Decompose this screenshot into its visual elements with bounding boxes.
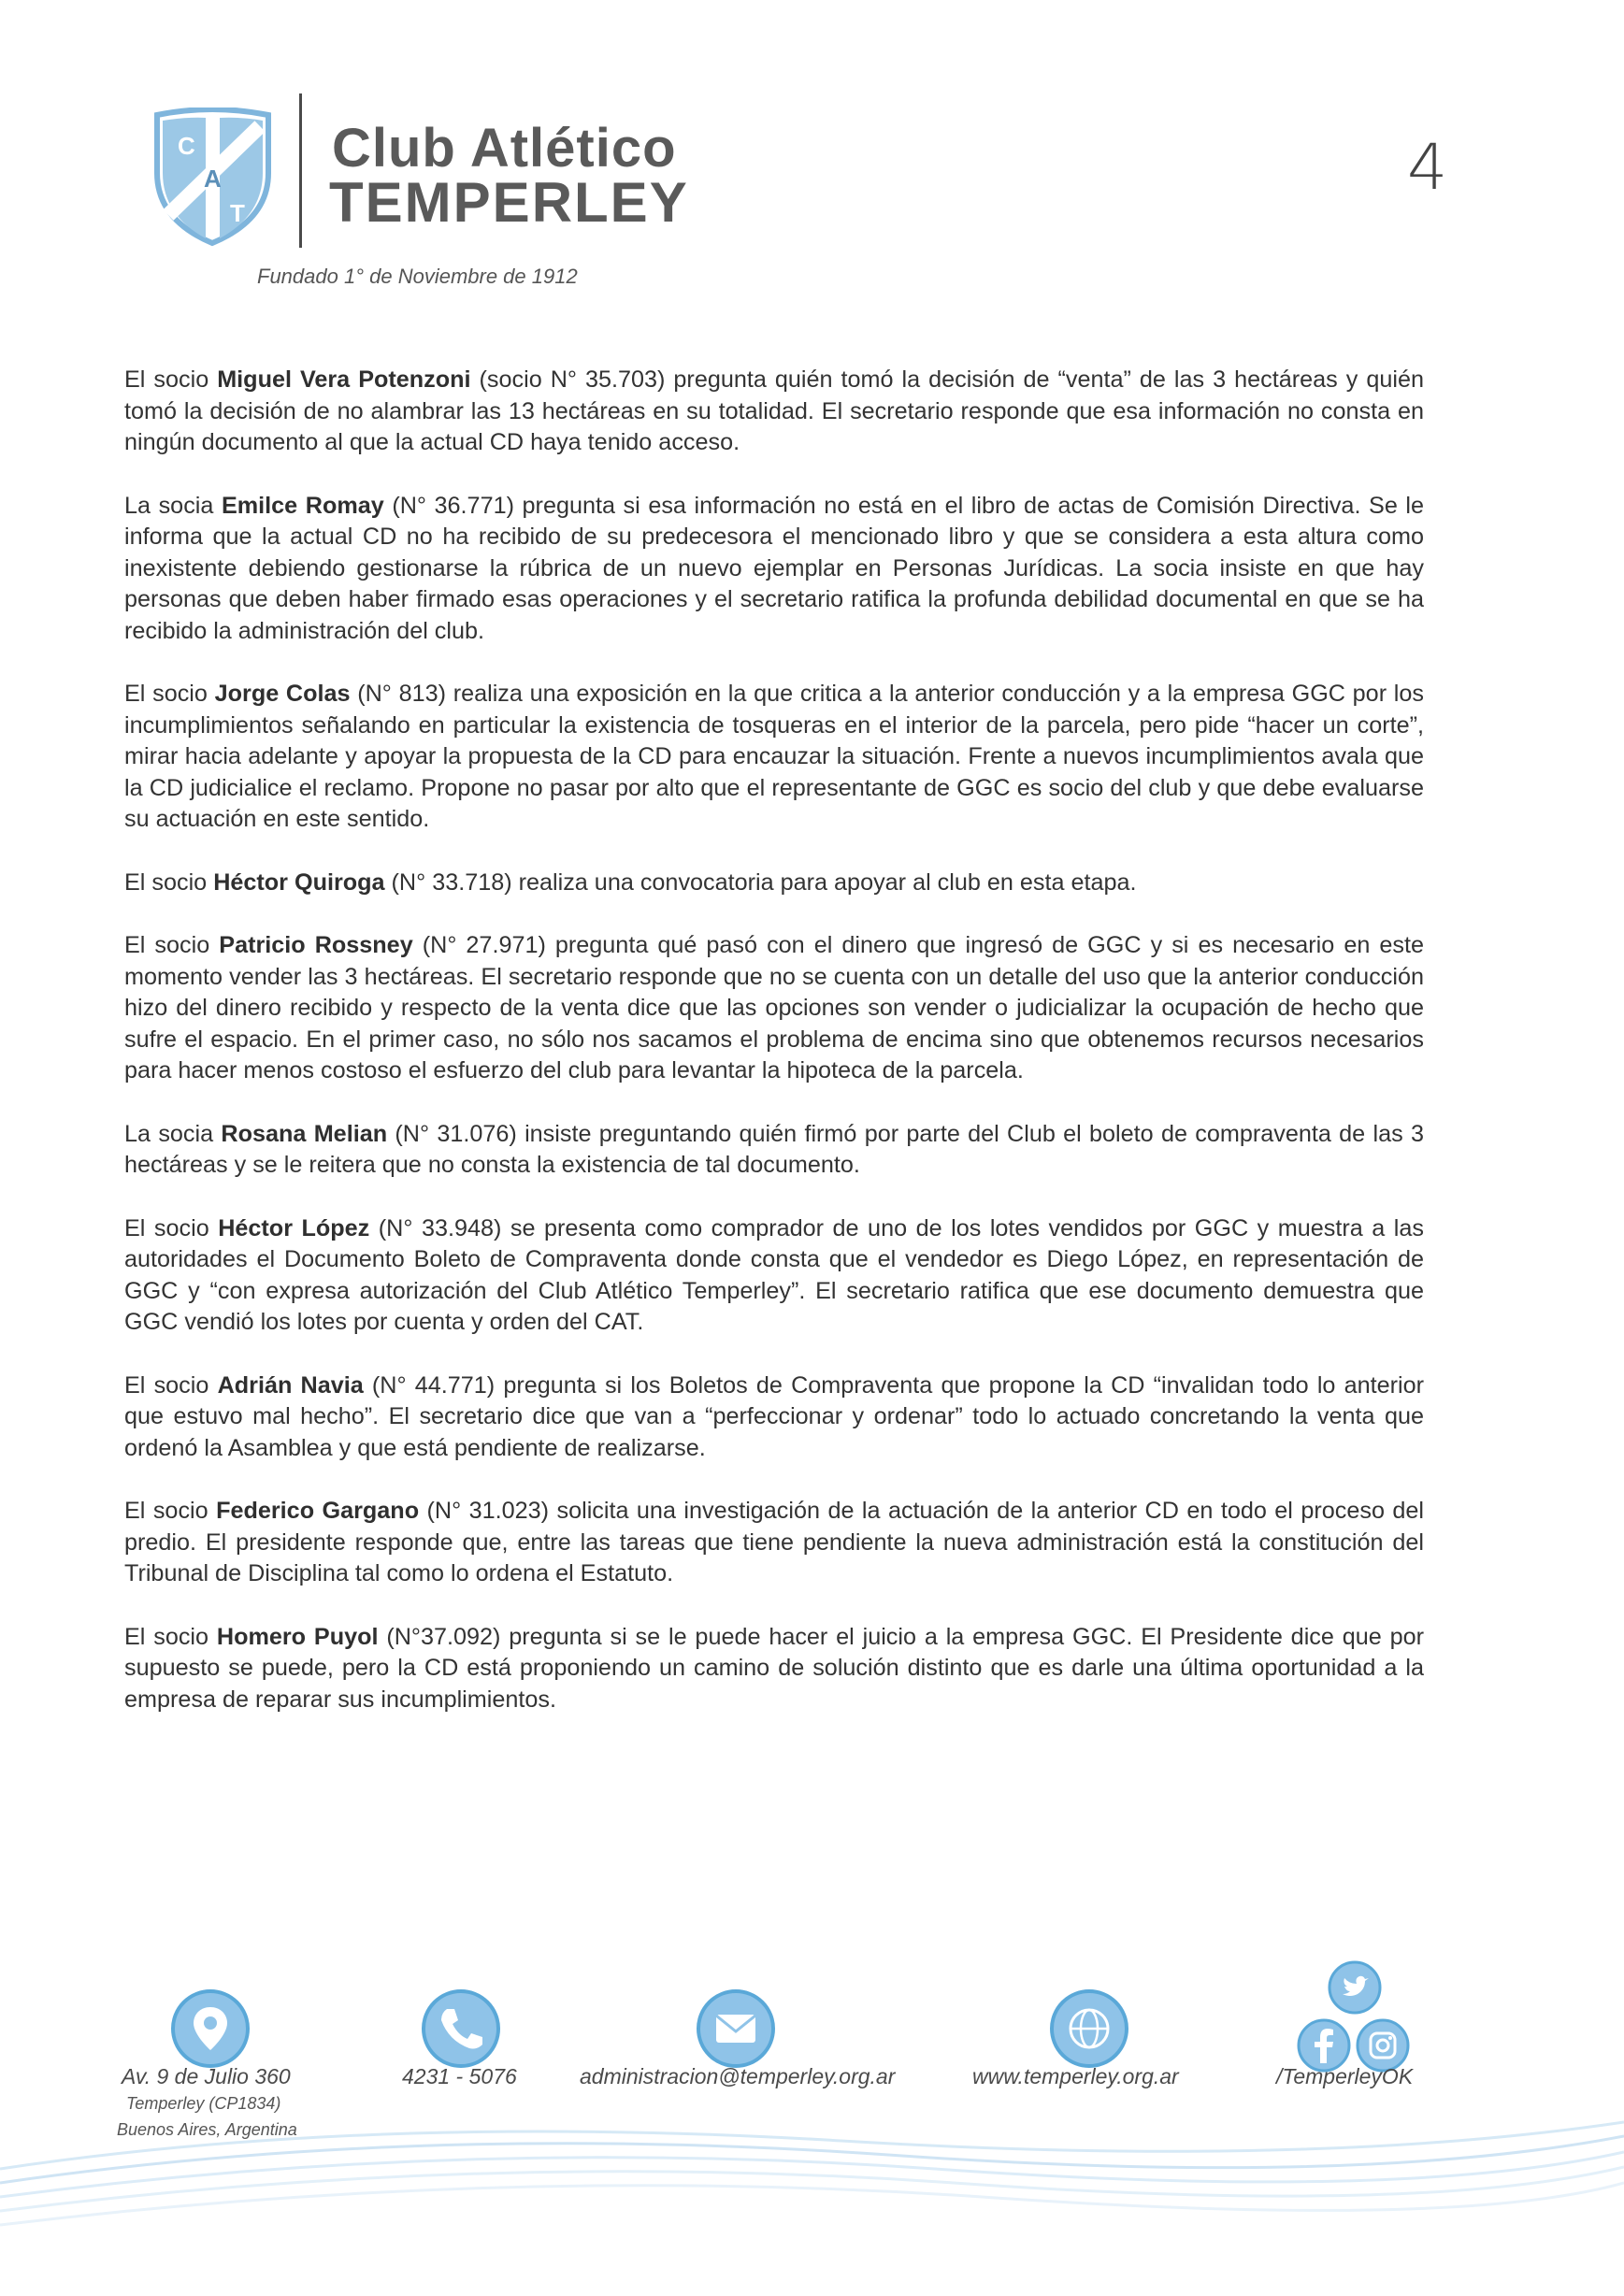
footer-phone: 4231 - 5076 [402, 2064, 517, 2088]
location-pin-icon [168, 1987, 252, 2071]
member-name: Héctor Quiroga [213, 868, 385, 896]
footer-email[interactable]: administracion@temperley.org.ar [580, 2064, 896, 2088]
logo-letter-a: A [204, 165, 222, 193]
paragraph-1 [124, 365, 1424, 459]
paragraph-text: (N°37.092) pregunta si se le puede hacer el juicio a la empresa GGC. El Presidente dice que por supuesto se puede, pero la CD está proponiendo un camino de solución distinto que es darle una última oportunidad a la empresa de reparar sus incumplimientos. [124, 1623, 1424, 1713]
paragraph-10 [124, 1622, 1424, 1716]
logo-letter-t: T [230, 199, 245, 227]
member-name: Jorge Colas [214, 681, 351, 707]
member-name: Patricio Rossney [219, 932, 413, 958]
founded-date: Fundado 1° de Noviembre de 1912 [257, 265, 578, 288]
paragraph-9 [124, 1496, 1424, 1590]
member-name: Adrián Navia [217, 1371, 364, 1399]
paragraph-3 [124, 679, 1424, 836]
footer-address-line1: Av. 9 de Julio 360 [122, 2064, 291, 2088]
paragraph-8 [124, 1370, 1424, 1465]
club-shield-logo [150, 108, 276, 248]
paragraph-text: (N° 813) realiza una exposición en la que critica a la anterior conducción y a la empresa GGC por los incumplimientos señalando en particular la existencia de tosqueras en el interior de la parcela, pero pide “hacer un corte”, mirar hacia adelante y apoyar la propuesta de la CD para encauzar la situación. Frente a nuevos incumplimientos avala que la CD judicialice el reclamo. Propone no pasar por alto que el representante de GGC es socio del club y que debe evaluarse su actuación en este sentido. [124, 681, 1424, 832]
paragraph-prefix: El socio [124, 1623, 217, 1650]
paragraph-4 [124, 868, 1424, 899]
phone-icon [419, 1987, 503, 2071]
email-envelope-icon [694, 1987, 778, 2071]
paragraph-text: (N° 33.718) realiza una convocatoria para apoyar al club en esta etapa. [384, 868, 1137, 896]
logo-letter-c: C [178, 132, 195, 160]
member-name: Héctor López [218, 1214, 370, 1241]
paragraph-5 [124, 930, 1424, 1087]
paragraph-prefix: El socio [124, 366, 218, 393]
paragraph-prefix: El socio [124, 932, 220, 958]
paragraph-text: (N° 33.948) se presenta como comprador de uno de los lotes vendidos por GGC y muestra a las autoridades el Documento Boleto de Compraventa donde consta que el vendedor es Diego López, en representación de GGC y “con expresa autorización del Club Atlético Temperley”. El secretario ratifica que ese documento demuestra que GGC vendió los lotes por cuenta y orden del CAT. [124, 1214, 1424, 1335]
footer-website[interactable]: www.temperley.org.ar [972, 2064, 1179, 2088]
paragraph-prefix: El socio [124, 681, 215, 707]
paragraph-2 [124, 491, 1424, 648]
logo-divider [299, 93, 302, 248]
paragraph-prefix: El socio [124, 1371, 218, 1399]
paragraph-text: (N° 31.076) insiste preguntando quién firmó por parte del Club el boleto de compraventa de las 3 hectáreas y se le reitera que no consta la existencia de tal documento. [124, 1120, 1424, 1178]
footer-address-line2: Temperley (CP1834) [126, 2094, 281, 2113]
paragraph-7 [124, 1213, 1424, 1339]
club-name-line2: TEMPERLEY [329, 171, 689, 234]
globe-icon [1047, 1987, 1131, 2071]
minutes-body [124, 365, 1424, 1747]
member-name: Homero Puyol [216, 1623, 379, 1650]
club-name-line1: Club Atlético [332, 118, 677, 179]
paragraph-text: (socio N° 35.703) pregunta quién tomó la decisión de “venta” de las 3 hectáreas y quién tomó la decisión de no alambrar las 13 hectáreas en su totalidad. El secretario responde que esa información no consta en ningún documento al que la actual CD haya tenido acceso. [124, 366, 1424, 455]
paragraph-prefix: La socia [124, 1120, 222, 1147]
paragraph-6 [124, 1119, 1424, 1182]
member-name: Federico Gargano [216, 1498, 420, 1524]
paragraph-prefix: El socio [124, 868, 214, 896]
paragraph-prefix: El socio [124, 1498, 217, 1524]
twitter-icon [1326, 1959, 1384, 2016]
paragraph-prefix: La socia [124, 492, 222, 519]
member-name: Rosana Melian [221, 1120, 388, 1147]
paragraph-prefix: El socio [124, 1214, 219, 1241]
paragraph-text: (N° 31.023) solicita una investigación de la actuación de la anterior CD en todo el proceso del predio. El presidente responde que, entre las tareas que tiene pendiente la nueva administración está la constitución del Tribunal de Disciplina tal como lo ordena el Estatuto. [124, 1498, 1425, 1586]
member-name: Miguel Vera Potenzoni [217, 366, 471, 393]
footer-address-line3: Buenos Aires, Argentina [117, 2120, 297, 2139]
member-name: Emilce Romay [221, 492, 384, 519]
page-number: 4 [1407, 131, 1448, 205]
paragraph-text: (N° 27.971) pregunta qué pasó con el dinero que ingresó de GGC y si es necesario en este momento vender las 3 hectáreas. El secretario responde que no se cuenta con un detalle del uso que la anterior conducción hizo del dinero recibido y respecto de la venta dice que las opciones son vender o judicializar la ocupación de hecho que sufre el espacio. En el primer caso, no sólo nos sacamos el problema de encima sino que obtenemos recursos necesarios para hacer menos costoso el esfuerzo del club para levantar la hipoteca de la parcela. [124, 932, 1424, 1083]
footer-social-handle[interactable]: /TemperleyOK [1276, 2064, 1414, 2088]
paragraph-text: (N° 36.771) pregunta si esa información no está en el libro de actas de Comisión Directiva. Se le informa que la actual CD no ha recibido de su predecesora el mencionado libro y que se considera a esta altura como inexistente debiendo gestionarse la rúbrica de un nuevo ejemplar en Personas Jurídicas. La socia insiste en que hay personas que deben haber firmado esas operaciones y el secretario ratifica la profunda debilidad documental en que se ha recibido la administración del club. [124, 492, 1425, 644]
paragraph-text: (N° 44.771) pregunta si los Boletos de Compraventa que propone la CD “invalidan todo lo anterior que estuvo mal hecho”. El secretario dice que van a “perfeccionar y ordenar” todo lo actuado concretando la venta que ordenó la Asamblea y que está pendiente de realizarse. [124, 1371, 1424, 1461]
